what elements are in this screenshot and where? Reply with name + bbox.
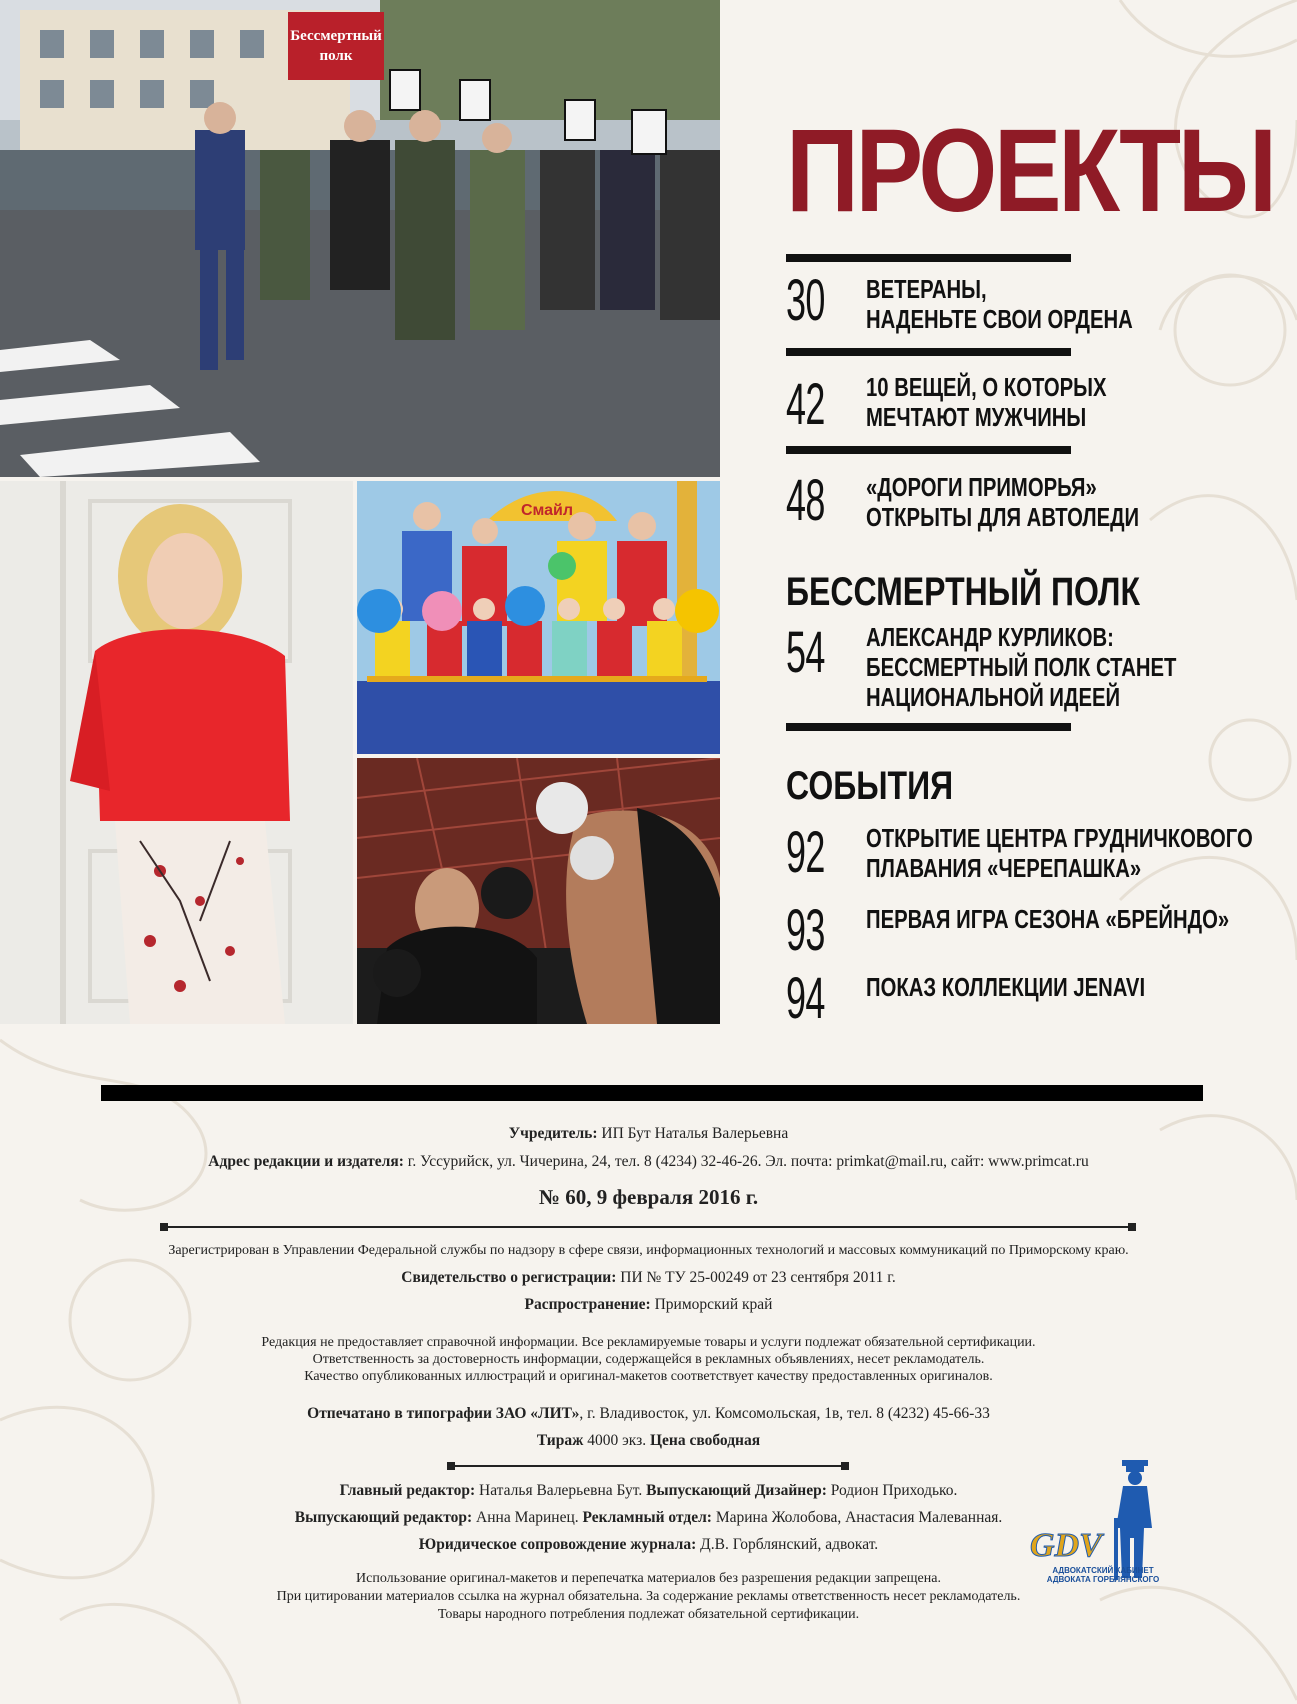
imprint-printed: Отпечатано в типографии ЗАО «ЛИТ», г. Владивосток, ул. Комсомольская, 1в, тел. 8 (4232) 45-66-33: [307, 1405, 990, 1422]
section-divider: [786, 723, 1071, 731]
imprint-founder: Учредитель: ИП Бут Наталья Валерьевна: [508, 1125, 789, 1142]
section-divider: [786, 254, 1071, 262]
imprint-disclaimer-1: Редакция не предоставляет справочной информации. Все рекламируемые товары и услуги подлежат обязательной сертификации.: [261, 1335, 1036, 1350]
kids-sign-text: Смайл: [520, 502, 574, 519]
parade-photo: [0, 0, 720, 477]
toc-title: ОТКРЫТИЕ ЦЕНТРА ГРУДНИЧКОВОГО ПЛАВАНИЯ «ЧЕРЕПАШКА»: [866, 823, 1253, 883]
thin-divider: [160, 1226, 1136, 1228]
section-heading-regiment: БЕССМЕРТНЫЙ ПОЛК: [786, 570, 1141, 614]
toc-title: ВЕТЕРАНЫ, НАДЕНЬТЕ СВОИ ОРДЕНА: [866, 274, 1133, 334]
toc-page-number: 48: [786, 468, 825, 533]
toc-page-number: 94: [786, 966, 825, 1031]
lawyer-silhouette-icon: [1114, 1460, 1152, 1580]
imprint-staff: Выпускающий редактор: Анна Маринец. Рекламный отдел: Марина Жолобова, Анастасия Малеванная.: [294, 1509, 1003, 1526]
toc-title: ПЕРВАЯ ИГРА СЕЗОНА «БРЕЙНДО»: [866, 904, 1230, 934]
section-divider: [786, 348, 1071, 356]
toc-page-number: 92: [786, 820, 825, 885]
imprint-issue: № 60, 9 февраля 2016 г.: [538, 1185, 759, 1209]
imprint-footer-3: Товары народного потребления подлежат обязательной сертификации.: [437, 1607, 860, 1622]
thin-divider: [447, 1465, 849, 1467]
imprint-divider: [101, 1085, 1203, 1101]
imprint-footer-1: Использование оригинал-макетов и перепечатка материалов без разрешения редакции запрещена.: [356, 1571, 941, 1586]
toc-title: АЛЕКСАНДР КУРЛИКОВ: БЕССМЕРТНЫЙ ПОЛК СТАНЕТ НАЦИОНАЛЬНОЙ ИДЕЕЙ: [866, 622, 1177, 712]
toc-title: ПОКАЗ КОЛЛЕКЦИИ JENAVI: [866, 972, 1146, 1002]
toc-page-number: 30: [786, 268, 825, 333]
imprint-legal: Юридическое сопровождение журнала: Д.В. Горблянский, адвокат.: [418, 1536, 879, 1553]
imprint-footer-2: При цитировании материалов ссылка на журнал обязательна. За содержание рекламы ответственность несет рекламодатель.: [276, 1589, 1021, 1604]
logo-mark: GDV: [1030, 1527, 1102, 1564]
svg-text:полк: полк: [319, 48, 353, 64]
imprint-disclaimer-2: Ответственность за достоверность информации, содержащейся в рекламных объявлениях, несет рекламодатель.: [312, 1352, 985, 1367]
parade-banner-text: Бессмертный: [290, 28, 382, 44]
woman-portrait-photo: [0, 481, 353, 1024]
imprint-address: Адрес редакции и издателя: г. Уссурийск, ул. Чичерина, 24, тел. 8 (4234) 32-46-26. Эл. почта: primkat@mail.ru, сайт: www.primcat.ru: [208, 1153, 1089, 1170]
section-heading-events: СОБЫТИЯ: [786, 764, 954, 808]
section-divider: [786, 446, 1071, 454]
boxing-photo: [357, 758, 720, 1024]
toc-title: 10 ВЕЩЕЙ, О КОТОРЫХ МЕЧТАЮТ МУЖЧИНЫ: [866, 372, 1107, 432]
kindergarten-group-photo: [357, 481, 720, 754]
toc-page-number: 54: [786, 620, 825, 685]
imprint-disclaimer-3: Качество опубликованных иллюстраций и оригинал-макетов соответствует качеству предоставленных оригиналов.: [304, 1369, 993, 1384]
imprint-editors: Главный редактор: Наталья Валерьевна Бут. Выпускающий Дизайнер: Родион Приходько.: [339, 1482, 958, 1499]
toc-page-number: 42: [786, 372, 825, 437]
imprint-distribution: Распространение: Приморский край: [524, 1296, 773, 1313]
page-title: ПРОЕКТЫ: [786, 105, 1274, 237]
imprint-circulation: Тираж 4000 экз. Цена свободная: [536, 1432, 761, 1449]
imprint-certificate: Свидетельство о регистрации: ПИ № ТУ 25-00249 от 23 сентября 2011 г.: [401, 1269, 896, 1286]
toc-page-number: 93: [786, 898, 825, 963]
toc-title: «ДОРОГИ ПРИМОРЬЯ» ОТКРЫТЫ ДЛЯ АВТОЛЕДИ: [866, 472, 1140, 532]
imprint-registered: Зарегистрирован в Управлении Федеральной службы по надзору в сфере связи, информационных технологий и массовых коммуникаций по Приморскому краю.: [168, 1243, 1129, 1258]
logo-caption: АДВОКАТСКИЙ КАБИНЕТ АДВОКАТА ГОРБЛЯНСКОГО: [1046, 1566, 1160, 1584]
